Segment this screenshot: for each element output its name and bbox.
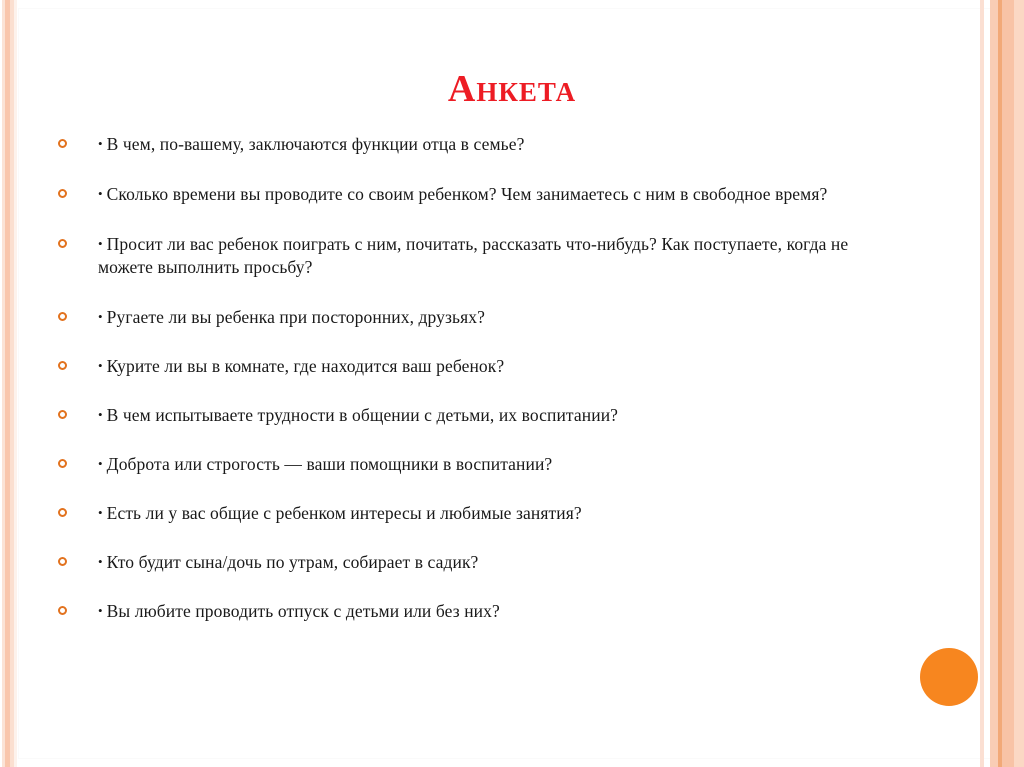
question-text: Сколько времени вы проводите со своим ребенком? Чем занимаетесь с ним в свободное время? — [106, 184, 828, 204]
right-stripe-3 — [1002, 0, 1014, 767]
list-item-text — [98, 452, 888, 476]
inline-bullet-icon: • — [98, 186, 103, 201]
question-text: Вы любите проводить отпуск с детьми или без них? — [106, 601, 500, 621]
list-item — [58, 354, 888, 378]
right-stripe-1 — [990, 0, 998, 767]
question-text: Кто будит сына/дочь по утрам, собирает в садик? — [106, 552, 479, 572]
list-item-text — [98, 501, 888, 525]
left-stripe-band — [0, 0, 20, 767]
list-item-text — [98, 132, 888, 156]
list-item — [58, 182, 888, 206]
question-text: Доброта или строгость — ваши помощники в воспитании? — [106, 454, 553, 474]
inline-bullet-icon: • — [98, 407, 103, 422]
question-text: Ругаете ли вы ребенка при посторонних, друзьях? — [106, 307, 485, 327]
orange-circle — [920, 648, 978, 706]
list-item — [58, 452, 888, 476]
list-item — [58, 305, 888, 329]
inline-bullet-icon: • — [98, 136, 103, 151]
ring-bullet-icon — [58, 189, 67, 198]
list-item-text — [98, 182, 888, 206]
list-item-text — [98, 354, 888, 378]
ring-bullet-icon — [58, 459, 67, 468]
question-text: В чем, по-вашему, заключаются функции отца в семье? — [106, 134, 525, 154]
inline-bullet-icon: • — [98, 358, 103, 373]
right-stripe-0 — [980, 0, 984, 767]
list-item-text — [98, 599, 888, 623]
ring-bullet-icon — [58, 312, 67, 321]
question-text: Просит ли вас ребенок поиграть с ним, почитать, рассказать что-нибудь? Как поступаете, когда не можете выполнить просьбу? — [98, 234, 849, 277]
inline-bullet-icon: • — [98, 236, 103, 251]
list-item — [58, 501, 888, 525]
list-item — [58, 550, 888, 574]
question-text: В чем испытываете трудности в общении с детьми, их воспитании? — [106, 405, 619, 425]
list-item — [58, 403, 888, 427]
ring-bullet-icon — [58, 361, 67, 370]
ring-bullet-icon — [58, 606, 67, 615]
right-stripe-band — [980, 0, 1024, 767]
inline-bullet-icon: • — [98, 554, 103, 569]
right-stripe-4 — [1014, 0, 1024, 767]
list-item — [58, 132, 888, 156]
inline-bullet-icon: • — [98, 456, 103, 471]
ring-bullet-icon — [58, 508, 67, 517]
question-text: Курите ли вы в комнате, где находится ваш ребенок? — [106, 356, 505, 376]
inline-bullet-icon: • — [98, 505, 103, 520]
list-item — [58, 599, 888, 623]
inline-bullet-icon: • — [98, 309, 103, 324]
left-stripe-4 — [14, 0, 17, 767]
list-item-text — [98, 305, 888, 329]
list-item-text — [98, 403, 888, 427]
ring-bullet-icon — [58, 139, 67, 148]
list-item — [58, 232, 888, 279]
ring-bullet-icon — [58, 239, 67, 248]
inline-bullet-icon: • — [98, 603, 103, 618]
list-item-text — [98, 232, 888, 279]
list-item-text — [98, 550, 888, 574]
ring-bullet-icon — [58, 557, 67, 566]
page-title: Анкета — [447, 68, 577, 111]
question-text: Есть ли у вас общие с ребенком интересы и любимые занятия? — [106, 503, 582, 523]
question-list — [58, 132, 888, 648]
ring-bullet-icon — [58, 410, 67, 419]
